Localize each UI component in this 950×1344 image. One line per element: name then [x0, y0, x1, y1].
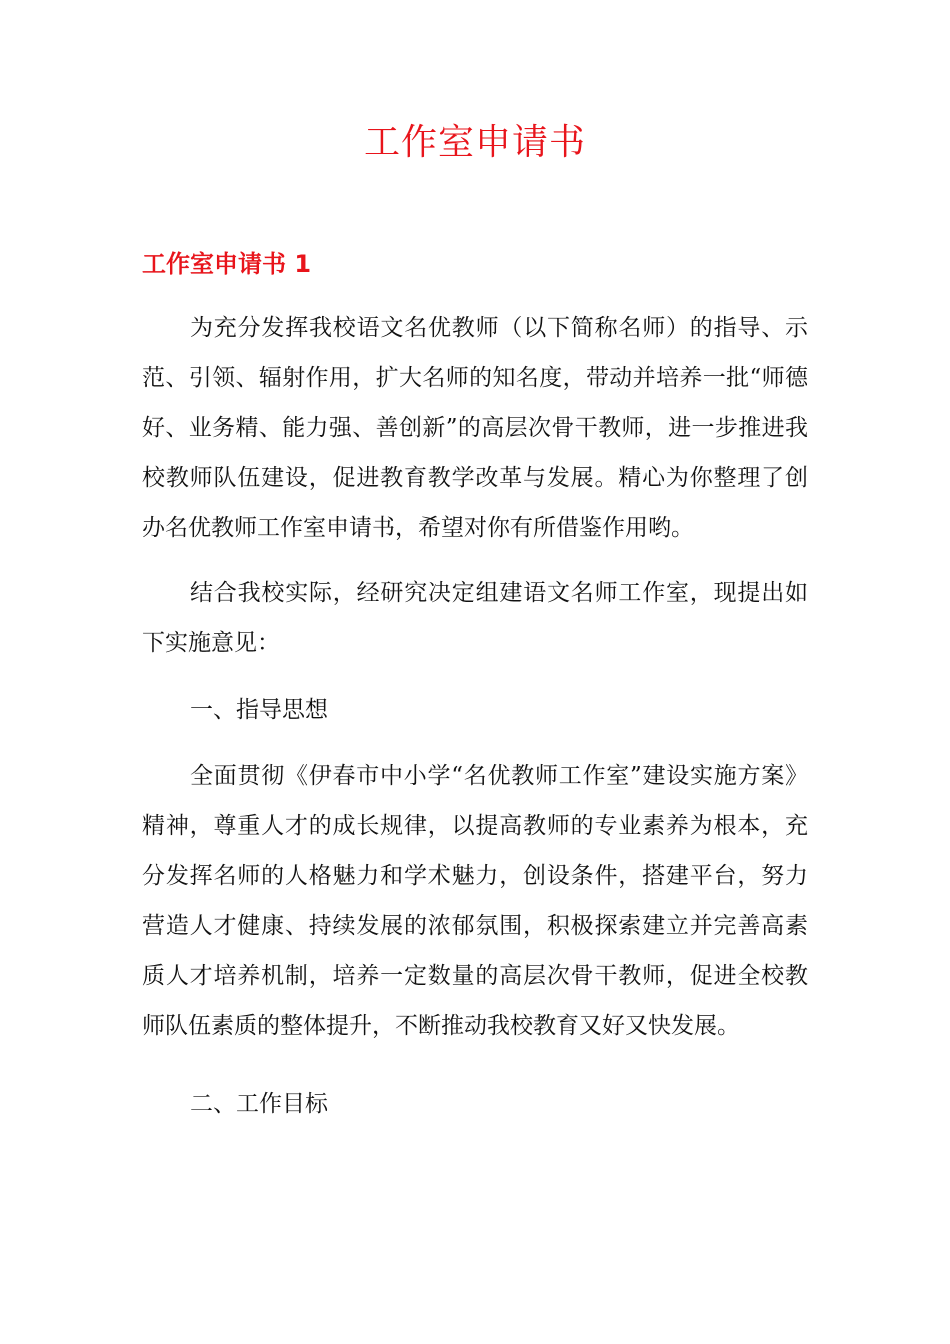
- paragraph-text: 结合我校实际，经研究决定组建语文名师工作室，现提出如下实施意见：: [142, 580, 808, 656]
- paragraph-intro: [142, 303, 808, 553]
- paragraph-text: 为充分发挥我校语文名优教师（以下简称名师）的指导、示范、引领、辐射作用，扩大名师的知名度，带动并培养一批“师德好、业务精、能力强、善创新”的高层次骨干教师，进一步推进我校教师队伍建设，促进教育教学改革与发展。精心为你整理了创办名优教师工作室申请书，希望对你有所借鉴作用哟。: [142, 315, 808, 541]
- subheading-text: 一、指导思想: [190, 697, 328, 723]
- paragraph-text: 全面贯彻《伊春市中小学“名优教师工作室”建设实施方案》精神，尊重人才的成长规律，以提高教师的专业素养为根本，充分发挥名师的人格魅力和学术魅力，创设条件，搭建平台，努力营造人才健康、持续发展的浓郁氛围，积极探索建立并完善高素质人才培养机制，培养一定数量的高层次骨干教师，促进全校教师队伍素质的整体提升，不断推动我校教育又好又快发展。: [142, 763, 808, 1039]
- subheading-work-goals: [142, 1079, 808, 1129]
- subheading-guiding-ideology: [142, 685, 808, 735]
- section-heading: 工作室申请书 1: [142, 250, 312, 278]
- subheading-text: 二、工作目标: [190, 1091, 328, 1117]
- document-title: 工作室申请书: [363, 122, 586, 163]
- paragraph-proposal: [142, 568, 808, 668]
- paragraph-guiding-ideology: [142, 751, 808, 1051]
